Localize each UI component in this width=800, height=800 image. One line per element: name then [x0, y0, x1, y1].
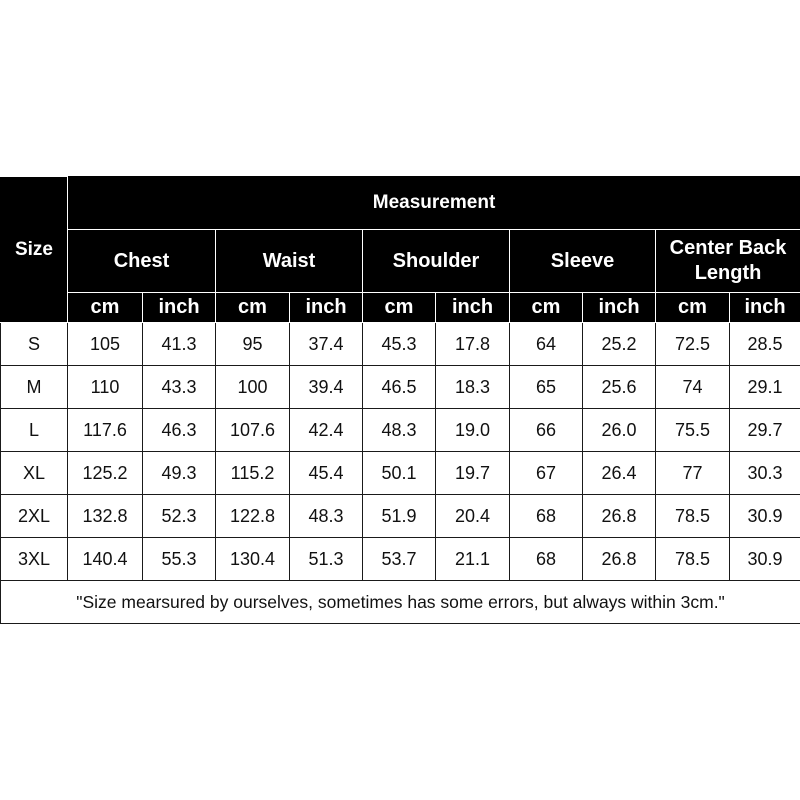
table-cell: 51.3 — [290, 538, 363, 581]
table-cell: 110 — [68, 366, 143, 409]
table-cell: 26.4 — [583, 452, 656, 495]
table-cell: 100 — [216, 366, 290, 409]
unit-header: inch — [436, 293, 510, 323]
size-chart-table — [0, 176, 800, 624]
table-cell: 132.8 — [68, 495, 143, 538]
table-cell: 39.4 — [290, 366, 363, 409]
table-cell: 30.3 — [730, 452, 800, 495]
table-cell: 115.2 — [216, 452, 290, 495]
table-cell: 30.9 — [730, 495, 800, 538]
table-cell: 53.7 — [363, 538, 436, 581]
table-cell: 50.1 — [363, 452, 436, 495]
size-cell: M — [1, 366, 68, 409]
table-cell: 17.8 — [436, 323, 510, 366]
table-cell: 46.5 — [363, 366, 436, 409]
table-cell: 105 — [68, 323, 143, 366]
table-cell: 78.5 — [656, 495, 730, 538]
unit-header: cm — [510, 293, 583, 323]
table-cell: 45.3 — [363, 323, 436, 366]
unit-header: cm — [656, 293, 730, 323]
unit-header: inch — [143, 293, 216, 323]
table-cell: 48.3 — [290, 495, 363, 538]
table-cell: 19.7 — [436, 452, 510, 495]
measurement-header: Measurement — [68, 177, 800, 230]
table-row — [1, 323, 800, 366]
table-cell: 65 — [510, 366, 583, 409]
table-cell: 140.4 — [68, 538, 143, 581]
table-row — [1, 538, 800, 581]
table-cell: 26.0 — [583, 409, 656, 452]
table-cell: 66 — [510, 409, 583, 452]
table-cell: 45.4 — [290, 452, 363, 495]
table-cell: 74 — [656, 366, 730, 409]
size-cell: 2XL — [1, 495, 68, 538]
table-cell: 130.4 — [216, 538, 290, 581]
table-cell: 25.6 — [583, 366, 656, 409]
group-header-sleeve: Sleeve — [510, 230, 656, 293]
group-header-waist: Waist — [216, 230, 363, 293]
table-cell: 67 — [510, 452, 583, 495]
header-row-measurement — [1, 177, 800, 230]
header-row-units — [1, 293, 800, 323]
unit-header: inch — [730, 293, 800, 323]
group-header-shoulder: Shoulder — [363, 230, 510, 293]
unit-header: cm — [363, 293, 436, 323]
unit-header: inch — [290, 293, 363, 323]
table-cell: 64 — [510, 323, 583, 366]
table-cell: 122.8 — [216, 495, 290, 538]
table-cell: 30.9 — [730, 538, 800, 581]
table-cell: 29.1 — [730, 366, 800, 409]
table-cell: 20.4 — [436, 495, 510, 538]
table-row — [1, 495, 800, 538]
table-cell: 48.3 — [363, 409, 436, 452]
table-cell: 51.9 — [363, 495, 436, 538]
table-cell: 125.2 — [68, 452, 143, 495]
table-cell: 72.5 — [656, 323, 730, 366]
header-row-groups — [1, 230, 800, 293]
size-cell: L — [1, 409, 68, 452]
table-row — [1, 366, 800, 409]
table-cell: 68 — [510, 495, 583, 538]
table-cell: 52.3 — [143, 495, 216, 538]
size-header: Size — [1, 177, 68, 323]
table-cell: 75.5 — [656, 409, 730, 452]
table-row — [1, 409, 800, 452]
table-cell: 77 — [656, 452, 730, 495]
table-cell: 41.3 — [143, 323, 216, 366]
table-cell: 19.0 — [436, 409, 510, 452]
table-cell: 26.8 — [583, 495, 656, 538]
table-cell: 43.3 — [143, 366, 216, 409]
table-cell: 21.1 — [436, 538, 510, 581]
table-cell: 117.6 — [68, 409, 143, 452]
table-cell: 37.4 — [290, 323, 363, 366]
table-cell: 68 — [510, 538, 583, 581]
unit-header: cm — [216, 293, 290, 323]
table-cell: 78.5 — [656, 538, 730, 581]
table-cell: 25.2 — [583, 323, 656, 366]
table-row — [1, 452, 800, 495]
table-cell: 42.4 — [290, 409, 363, 452]
table-cell: 28.5 — [730, 323, 800, 366]
table-cell: 46.3 — [143, 409, 216, 452]
table-cell: 29.7 — [730, 409, 800, 452]
measurement-note: "Size mearsured by ourselves, sometimes has some errors, but always within 3cm." — [1, 581, 800, 624]
group-header-center-back-length: Center Back Length — [656, 230, 800, 293]
table-cell: 107.6 — [216, 409, 290, 452]
table-cell: 95 — [216, 323, 290, 366]
table-cell: 55.3 — [143, 538, 216, 581]
table-cell: 49.3 — [143, 452, 216, 495]
unit-header: cm — [68, 293, 143, 323]
size-cell: XL — [1, 452, 68, 495]
table-cell: 18.3 — [436, 366, 510, 409]
unit-header: inch — [583, 293, 656, 323]
size-cell: S — [1, 323, 68, 366]
group-header-chest: Chest — [68, 230, 216, 293]
size-cell: 3XL — [1, 538, 68, 581]
table-cell: 26.8 — [583, 538, 656, 581]
note-row — [1, 581, 800, 624]
